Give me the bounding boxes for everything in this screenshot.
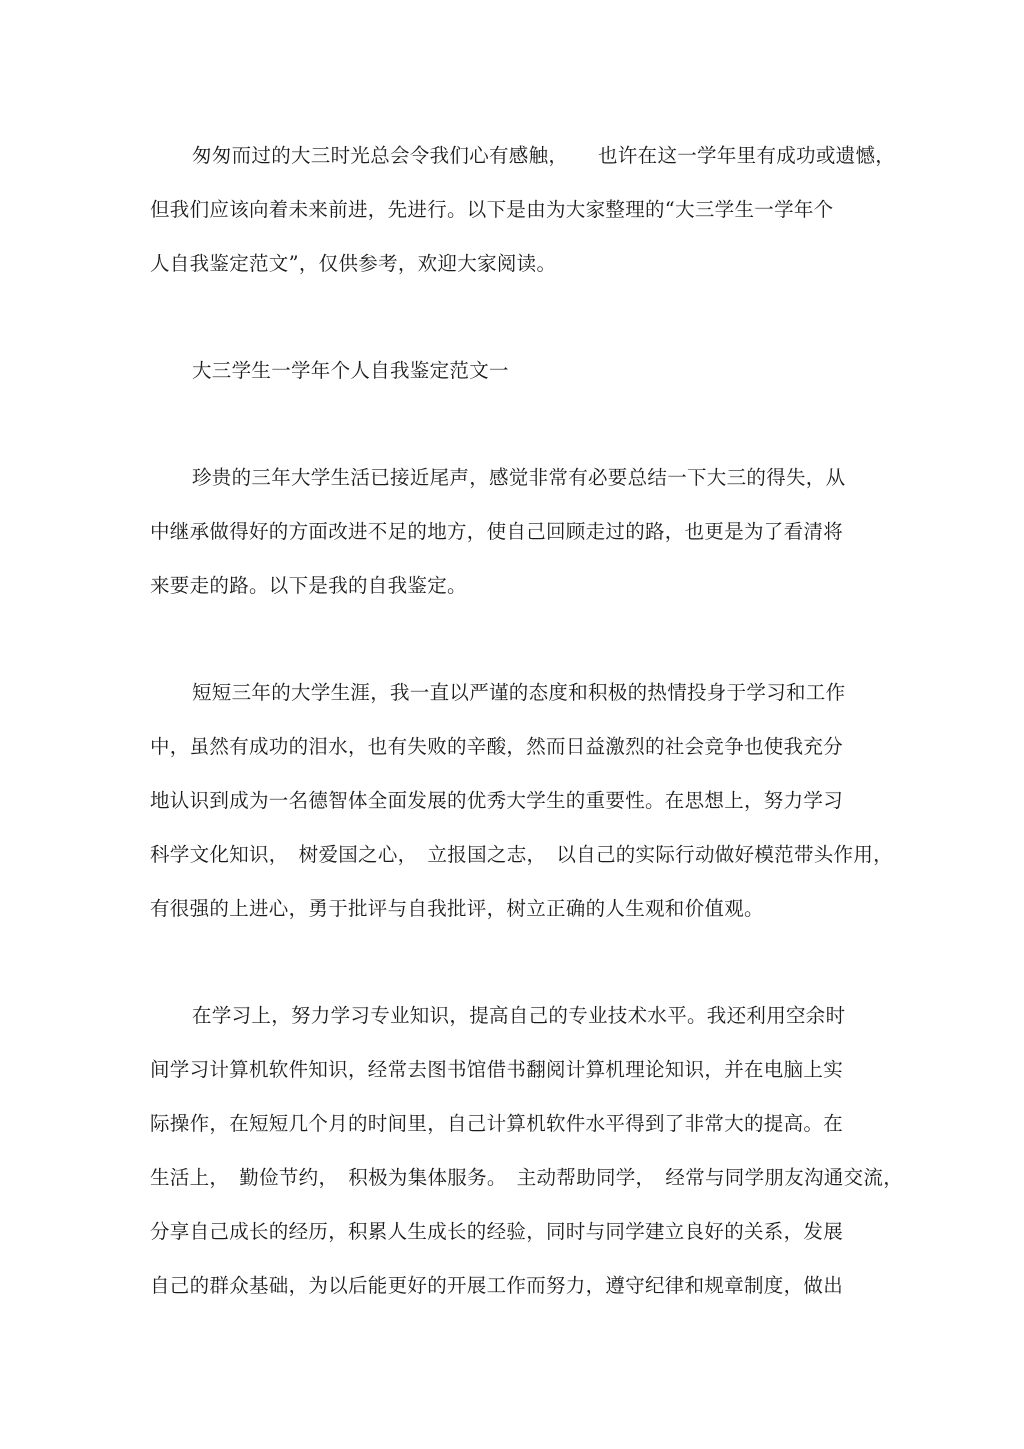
paragraph3-line-6: 自己的群众基础，为以后能更好的开展工作而努力，遵守纪律和规章制度，做出	[150, 1274, 844, 1297]
intro-line-3: 人自我鉴定范文”，仅供参考，欢迎大家阅读。	[150, 252, 557, 275]
paragraph1-line-1: 珍贵的三年大学生活已接近尾声，感觉非常有必要总结一下大三的得失，从	[192, 466, 846, 489]
paragraph2-line-2: 中，虽然有成功的泪水，也有失败的辛酸，然而日益激烈的社会竞争也使我充分	[150, 735, 844, 758]
paragraph1-line-3: 来要走的路。以下是我的自我鉴定。	[150, 574, 467, 597]
paragraph3-line-3: 际操作，在短短几个月的时间里，自己计算机软件水平得到了非常大的提高。在	[150, 1112, 844, 1135]
intro-line-2: 但我们应该向着未来前进，先进行。以下是由为大家整理的“大三学生一学年个	[150, 198, 834, 221]
intro-line-1: 匆匆而过的大三时光总会令我们心有感触， 也许在这一学年里有成功或遗憾，	[192, 144, 896, 167]
paragraph1-line-2: 中继承做得好的方面改进不足的地方，使自己回顾走过的路，也更是为了看清将	[150, 520, 844, 543]
paragraph3-line-1: 在学习上，努力学习专业知识，提高自己的专业技术水平。我还利用空余时	[192, 1004, 846, 1027]
paragraph2-line-5: 有很强的上进心，勇于批评与自我批评，树立正确的人生观和价值观。	[150, 897, 764, 920]
paragraph3-line-5: 分享自己成长的经历，积累人生成长的经验，同时与同学建立良好的关系，发展	[150, 1220, 844, 1243]
paragraph3-line-2: 间学习计算机软件知识，经常去图书馆借书翻阅计算机理论知识，并在电脑上实	[150, 1058, 844, 1081]
paragraph2-line-3: 地认识到成为一名德智体全面发展的优秀大学生的重要性。在思想上，努力学习	[150, 789, 844, 812]
paragraph2-line-4: 科学文化知识， 树爱国之心， 立报国之志， 以自己的实际行动做好模范带头作用，	[150, 843, 893, 866]
paragraph3-line-4: 生活上， 勤俭节约， 积极为集体服务。 主动帮助同学， 经常与同学朋友沟通交流，	[150, 1166, 904, 1189]
paragraph2-line-1: 短短三年的大学生涯，我一直以严谨的态度和积极的热情投身于学习和工作	[192, 681, 846, 704]
section-title: 大三学生一学年个人自我鉴定范文一	[192, 359, 509, 382]
